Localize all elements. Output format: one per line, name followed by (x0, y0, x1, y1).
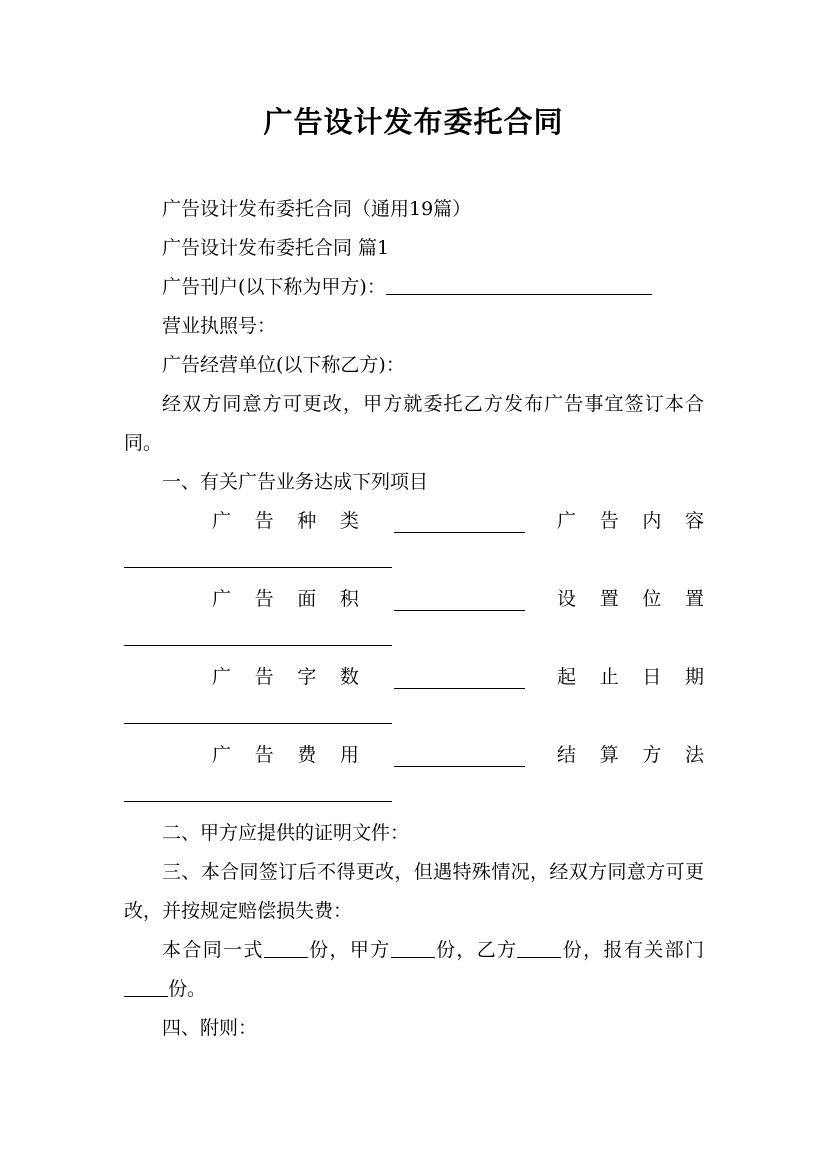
paragraph-party-a (124, 268, 704, 307)
paragraph-section-heading: 广告设计发布委托合同 篇1 (162, 237, 390, 259)
field-label-right: 广 告 内 容 (557, 510, 704, 532)
field-label-left: 广 告 面 积 (212, 588, 359, 610)
copies-party-b-blank (517, 938, 561, 958)
field-blank-left (394, 666, 525, 689)
field-blank-right (124, 541, 392, 568)
paragraph-clause-1: 一、有关广告业务达成下列项目 (162, 471, 429, 493)
field-blank-left (394, 744, 525, 767)
field-blank-left (394, 510, 525, 533)
field-row-ad-area (124, 580, 704, 658)
paragraph-clause-3: 三、本合同签订后不得更改，但遇特殊情况，经双方同意方可更改，并按规定赔偿损失费： (124, 861, 704, 922)
document-body (124, 190, 704, 1048)
paragraph-license-number: 营业执照号： (162, 315, 277, 337)
field-blank-right (124, 619, 392, 646)
field-label-right: 起 止 日 期 (557, 666, 704, 688)
copies-party-a-blank (391, 938, 435, 958)
document-title: 广告设计发布委托合同 (263, 105, 564, 139)
paragraph-party-b: 广告经营单位(以下称乙方)： (162, 354, 405, 376)
field-row-ad-fee (124, 736, 704, 814)
field-blank-right (124, 775, 392, 802)
field-label-left: 广 告 费 用 (212, 744, 359, 766)
field-label-left: 广 告 种 类 (212, 510, 359, 532)
paragraph-clause-2: 二、甲方应提供的证明文件： (162, 822, 410, 844)
paragraph-clause-4: 四、附则： (162, 1017, 258, 1039)
paragraph-copies: 本合同一式 份，甲方 份，乙方 份，报有关部门份。 (124, 931, 704, 1009)
field-label-right: 设 置 位 置 (557, 588, 704, 610)
field-label-left: 广 告 字 数 (212, 666, 359, 688)
field-blank-left (394, 588, 525, 611)
copies-total-blank (264, 938, 308, 958)
field-row-ad-word-count (124, 658, 704, 736)
field-label-right: 结 算 方 法 (557, 744, 704, 766)
paragraph-agreement-intro: 经双方同意方可更改，甲方就委托乙方发布广告事宜签订本合同。 (124, 393, 704, 454)
field-row-ad-type (124, 502, 704, 580)
party-a-label: 广告刊户(以下称为甲方)： (162, 276, 386, 298)
field-blank-right (124, 697, 392, 724)
paragraph-subtitle: 广告设计发布委托合同（通用19篇） (162, 198, 472, 220)
copies-department-blank (124, 977, 168, 997)
party-a-blank (386, 275, 652, 295)
